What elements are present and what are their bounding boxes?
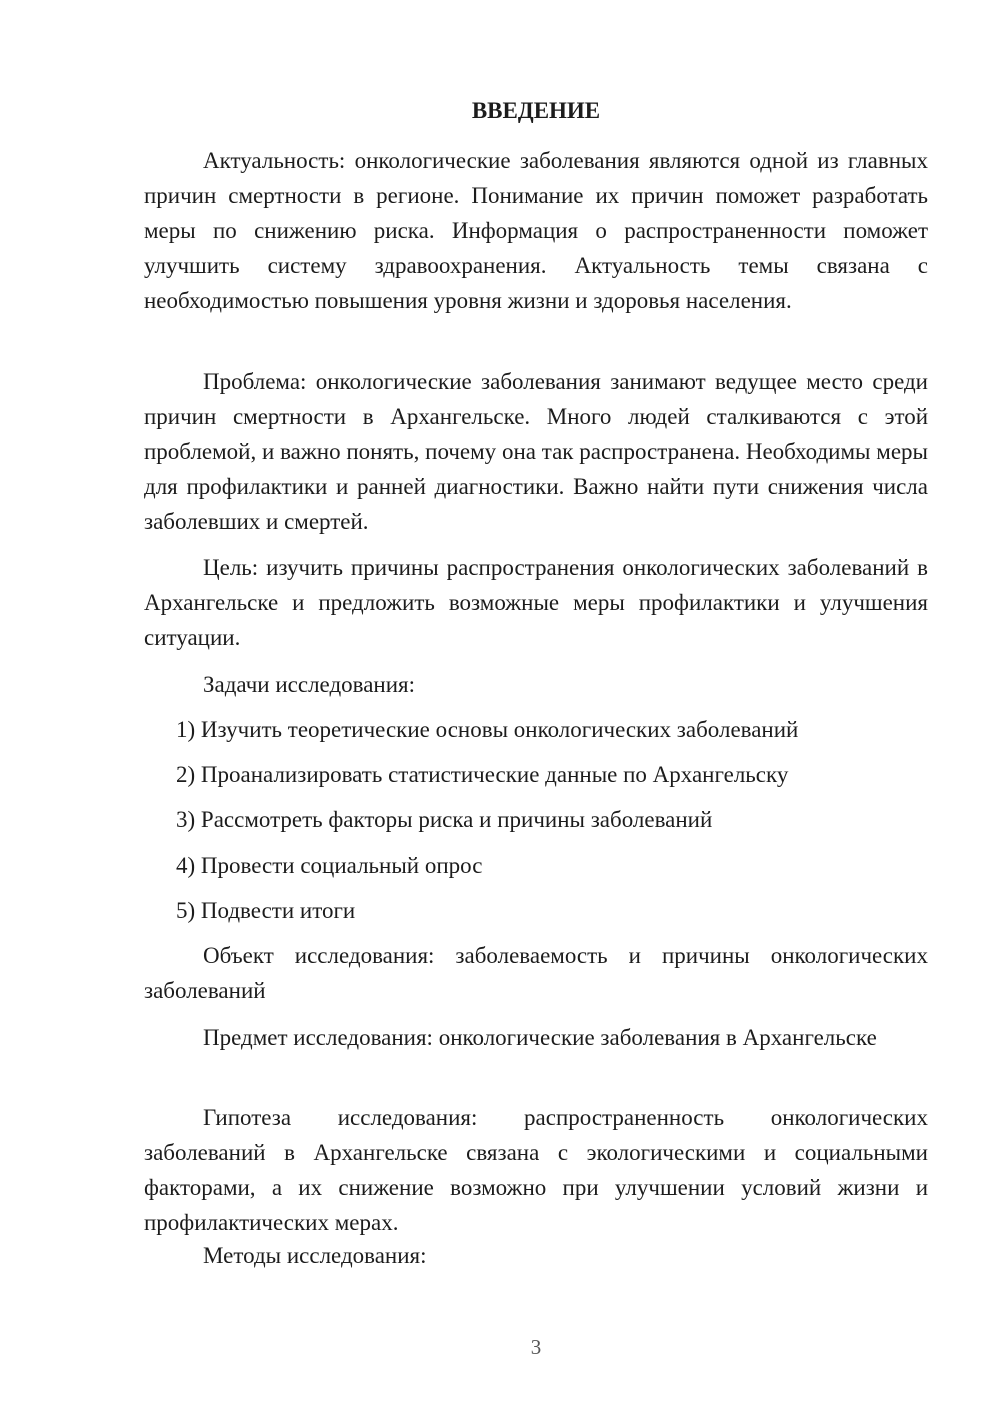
page-number: 3 — [530, 1335, 542, 1359]
paragraph-hypothesis: Гипотеза исследования: распространенность онкологических заболеваний в Архангельске связана с экологическими и социальными факторами, а их снижение возможно при улучшении условий жизни и профилактических мерах. — [144, 1105, 928, 1235]
paragraph-subject: Предмет исследования: онкологические заболевания в Архангельске — [203, 1025, 877, 1050]
paragraph-problem: Проблема: онкологические заболевания занимают ведущее место среди причин смертности в Архангельске. Много людей сталкиваются с этой проблемой, и важно понять, почему она так распространена. Необходимы меры для профилактики и ранней диагностики. Важно найти пути снижения числа заболевших и смертей. — [144, 369, 928, 534]
paragraph-object: Объект исследования: заболеваемость и причины онкологических заболеваний — [144, 943, 928, 1003]
task-item-2: 2) Проанализировать статистические данные по Архангельску — [176, 762, 789, 787]
task-item-5: 5) Подвести итоги — [176, 898, 356, 923]
document-page — [144, 0, 928, 1414]
paragraph-actuality: Актуальность: онкологические заболевания являются одной из главных причин смертности в регионе. Понимание их причин поможет разработать меры по снижению риска. Информация о распространенности поможет улучшить систему здравоохранения. Актуальность темы связана с необходимостью повышения уровня жизни и здоровья населения. — [144, 148, 928, 313]
task-item-3: 3) Рассмотреть факторы риска и причины заболеваний — [176, 807, 713, 832]
paragraph-goal: Цель: изучить причины распространения онкологических заболеваний в Архангельске и предложить возможные меры профилактики и улучшения ситуации. — [144, 555, 928, 650]
section-title: ВВЕДЕНИЕ — [471, 98, 601, 123]
task-item-1: 1) Изучить теоретические основы онкологических заболеваний — [176, 717, 799, 742]
methods-heading: Методы исследования: — [203, 1243, 427, 1268]
tasks-heading: Задачи исследования: — [203, 672, 416, 697]
task-item-4: 4) Провести социальный опрос — [176, 853, 483, 878]
